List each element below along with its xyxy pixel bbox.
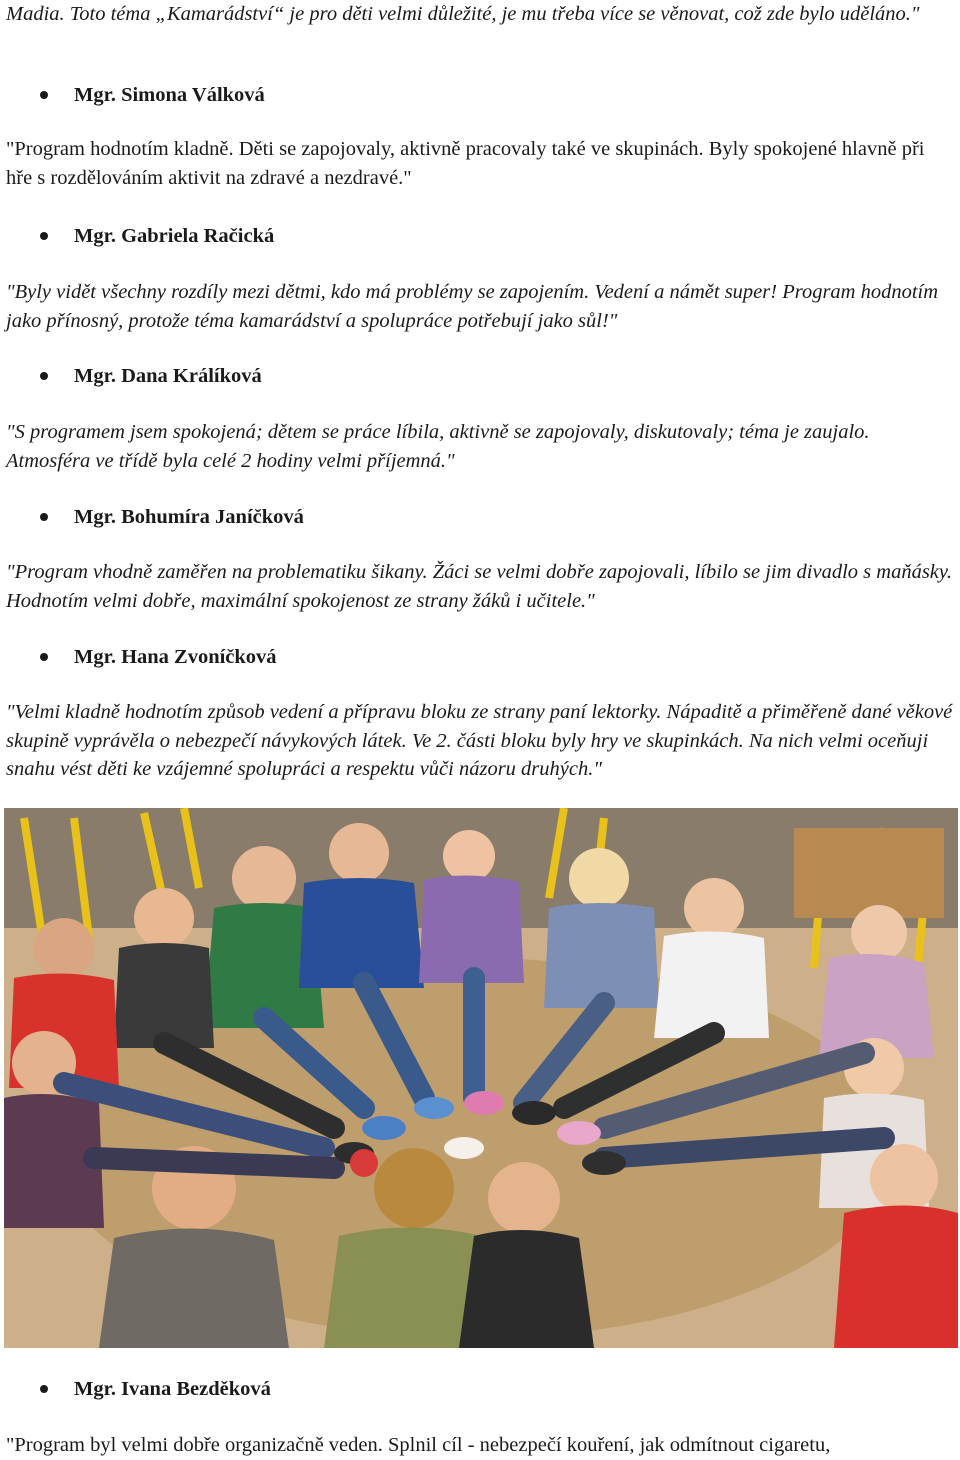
classroom-photo	[4, 808, 958, 1348]
bullet-icon	[40, 1385, 48, 1393]
teacher-name-4	[40, 503, 304, 531]
red-ball-icon	[350, 1149, 378, 1177]
teacher-name-label: Mgr. Bohumíra Janíčková	[74, 506, 304, 528]
bullet-icon	[40, 91, 48, 99]
bullet-icon	[40, 513, 48, 521]
teacher-name-label: Mgr. Gabriela Račická	[74, 225, 275, 247]
intro-paragraph: Madia. Toto téma „Kamarádství“ je pro děti velmi důležité, je mu třeba více se věnovat, což zde bylo uděláno."	[6, 3, 920, 25]
bullet-icon	[40, 372, 48, 380]
teacher-quote-4: "Program vhodně zaměřen na problematiku šikany. Žáci se velmi dobře zapojovali, líbilo se jim divadlo s maňásky. Hodnotím velmi dobře, maximální spokojenost ze strany žáků i učitele."	[6, 561, 952, 612]
teacher-name-label: Mgr. Dana Králíková	[74, 365, 262, 387]
teacher-name-6	[40, 1375, 271, 1403]
teacher-quote-1: "Program hodnotím kladně. Děti se zapojovaly, aktivně pracovaly také ve skupinách. Byly spokojené hlavně při hře s rozdělováním aktivit na zdravé a nezdravé."	[6, 138, 925, 189]
teacher-name-label: Mgr. Simona Válková	[74, 84, 265, 106]
teacher-name-3	[40, 362, 262, 390]
wooden-shelf	[794, 828, 944, 918]
children-circle-illustration	[4, 808, 958, 1348]
teacher-name-5	[40, 643, 277, 671]
bullet-icon	[40, 653, 48, 661]
teacher-name-label: Mgr. Ivana Bezděková	[74, 1378, 271, 1400]
teacher-quote-5: "Velmi kladně hodnotím způsob vedení a přípravu bloku ze strany paní lektorky. Nápaditě a přiměřeně dané věkové skupině vyprávěla o nebezpečí návykových látek. Ve 2. části bloku byly hry ve skupinkách. Na nich velmi oceňuji snahu vést děti ke vzájemné spolupráci a respektu vůči názoru druhých."	[6, 701, 953, 780]
teacher-name-2	[40, 222, 274, 250]
teacher-name-1	[40, 81, 265, 109]
bullet-icon	[40, 232, 48, 240]
teacher-quote-2: "Byly vidět všechny rozdíly mezi dětmi, kdo má problémy se zapojením. Vedení a námět super! Program hodnotím jako přínosný, protože téma kamarádství a spolupráce potřebují jako sůl!"	[6, 281, 939, 332]
teacher-quote-6: "Program byl velmi dobře organizačně veden. Splnil cíl - nebezpečí kouření, jak odmítnout cigaretu,	[6, 1434, 831, 1456]
teacher-name-label: Mgr. Hana Zvoníčková	[74, 646, 277, 668]
teacher-quote-3: "S programem jsem spokojená; dětem se práce líbila, aktivně se zapojovaly, diskutovaly; téma je zaujalo. Atmosféra ve třídě byla celé 2 hodiny velmi příjemná."	[6, 421, 870, 472]
